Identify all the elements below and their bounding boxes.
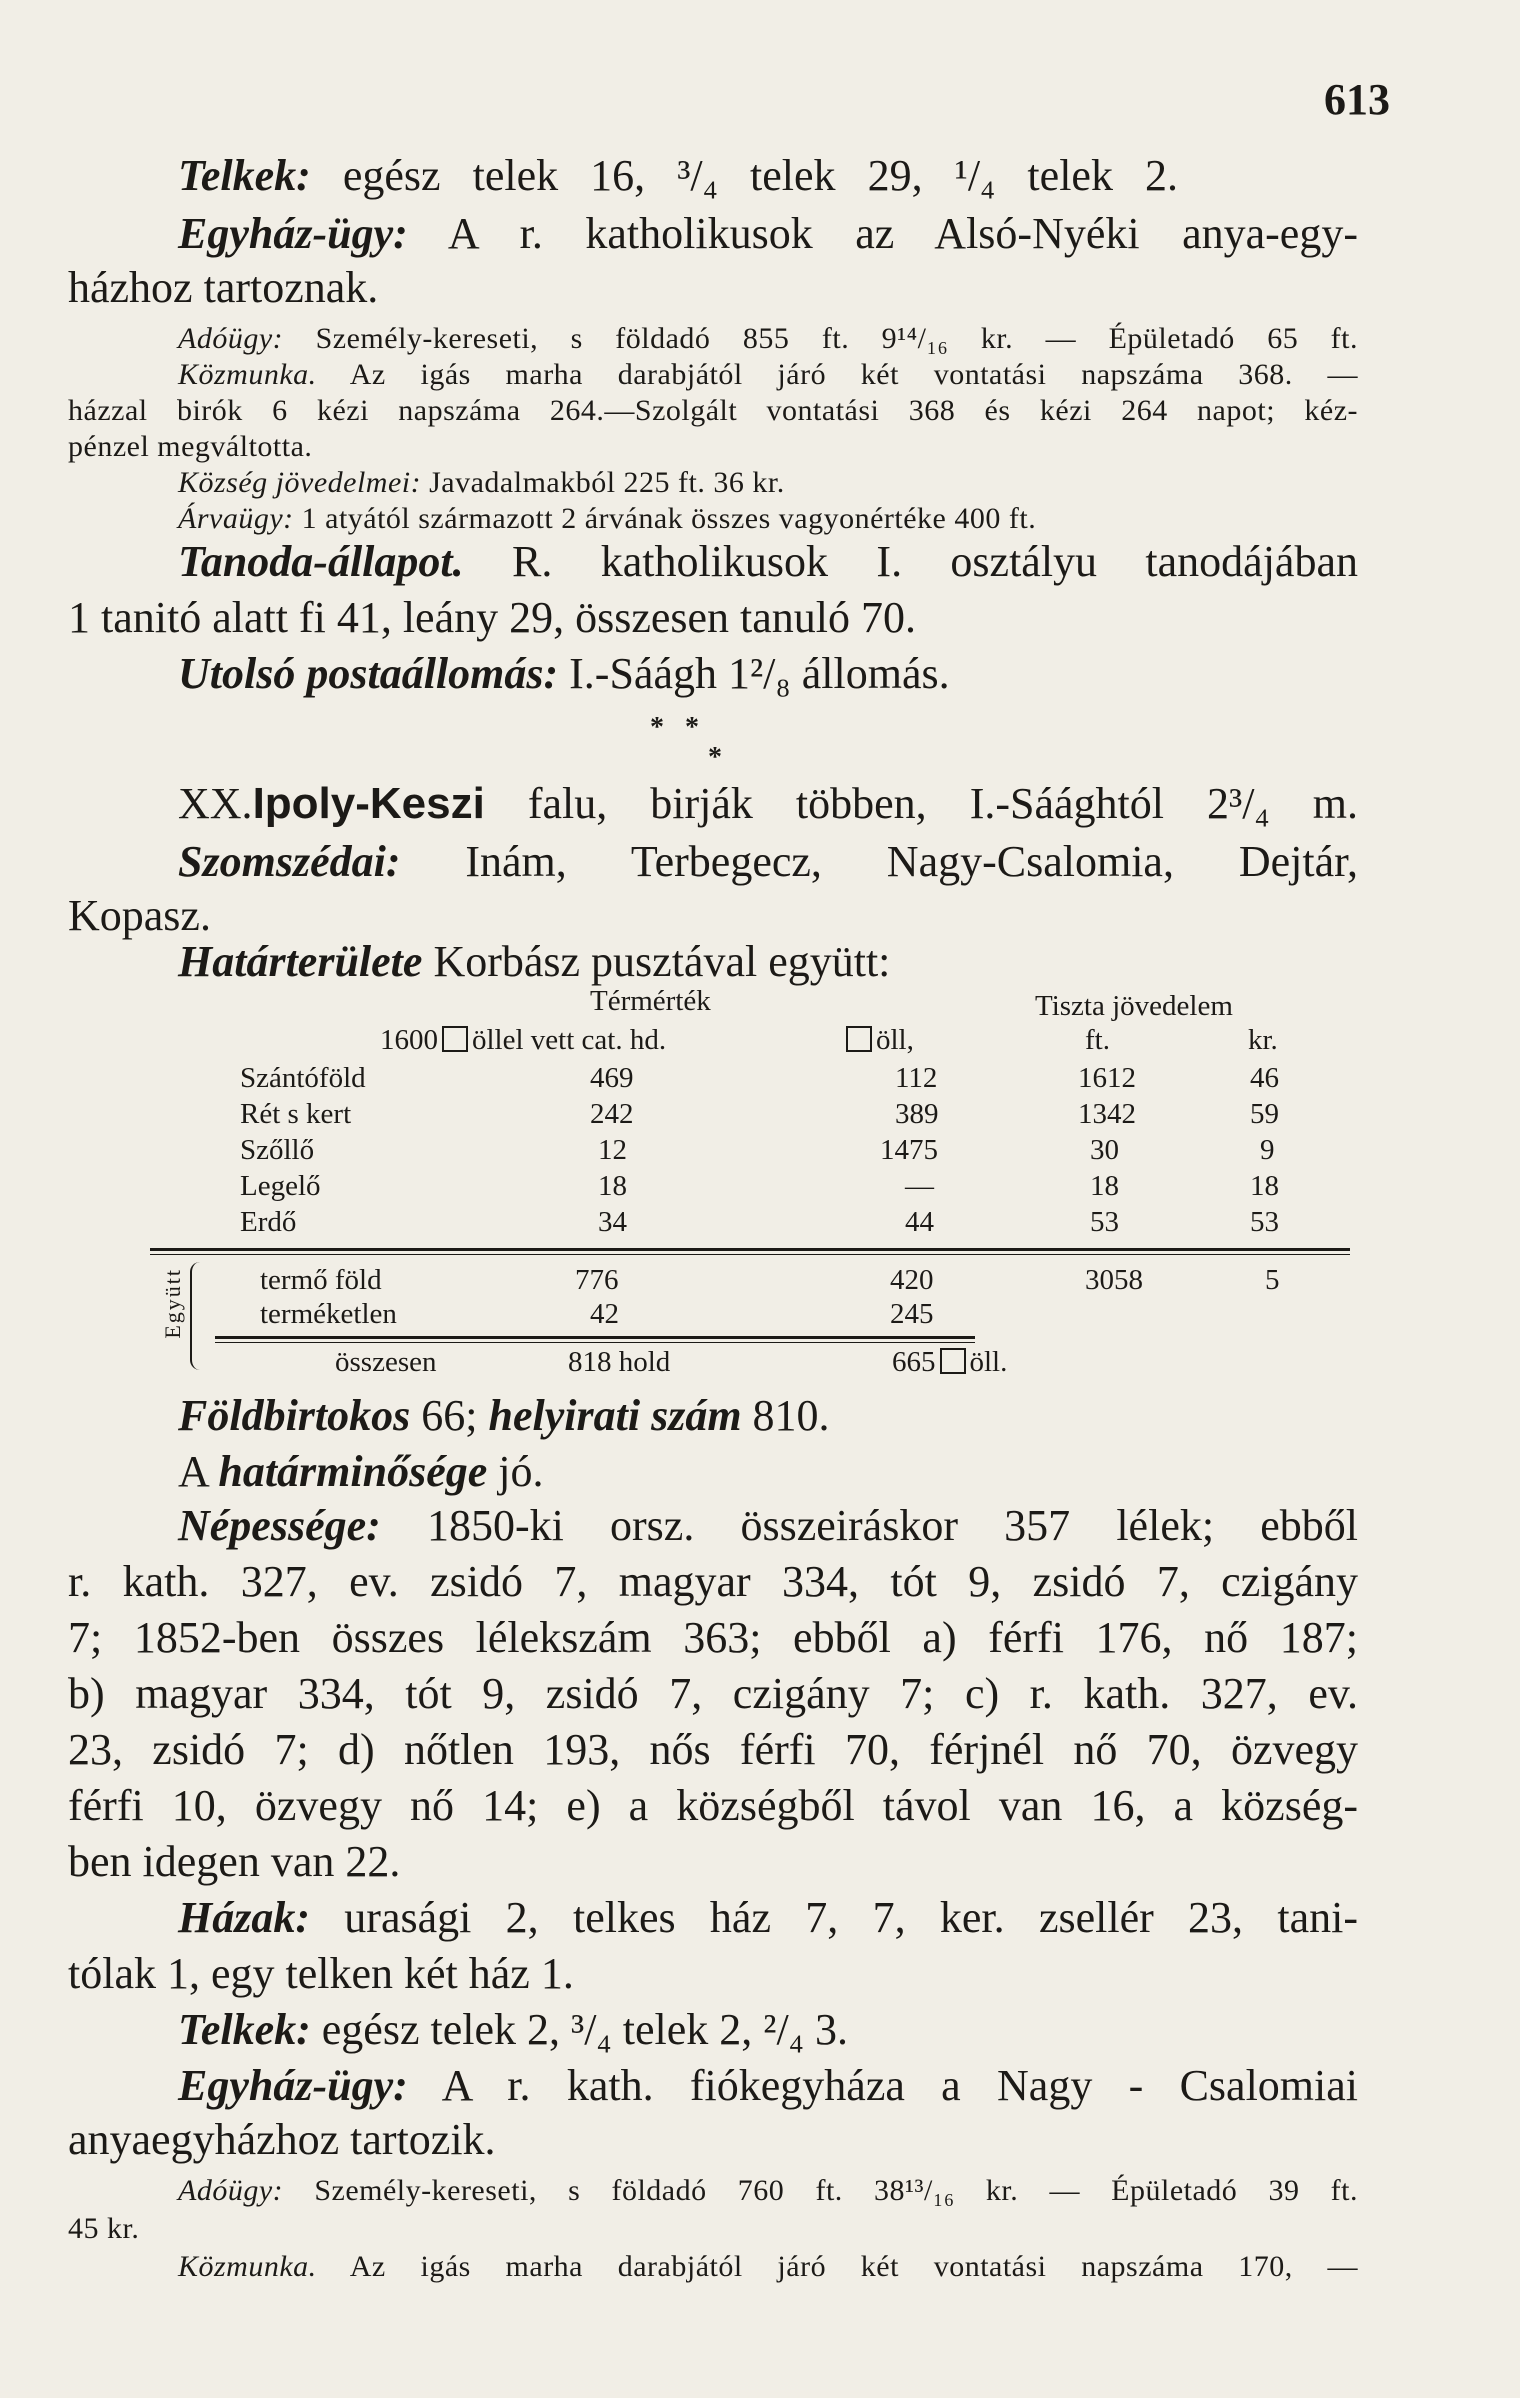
heading-telkek: Telkek: (178, 151, 311, 200)
heading-adougy2: Adóügy: (178, 2174, 284, 2207)
row-ft: 18 (1090, 1170, 1119, 1202)
heading-foldbirtokos: Földbirtokos (178, 1391, 411, 1440)
text-szomszedai: Inám, Terbegecz, Nagy-Csalomia, Dejtár, (400, 837, 1358, 886)
text-telkek: egész telek 16, ³/₄ telek 29, ¹/₄ telek 2. (310, 151, 1178, 200)
line-szomszedai (178, 836, 1358, 887)
side-label: Együtt (160, 1268, 185, 1339)
total-hd: 818 hold (568, 1346, 671, 1378)
sum-row-name: termő föld (260, 1264, 382, 1296)
table-rule-top-thin (150, 1254, 1350, 1255)
total-oll (892, 1346, 1007, 1379)
row-oll: 44 (905, 1206, 934, 1238)
sum-row-ft: 3058 (1085, 1264, 1143, 1296)
heading-telkek2: Telkek: (178, 2005, 311, 2054)
line-m8: férfi 10, özvegy nő 14; e) a községből távol van 16, a község- (68, 1781, 1358, 1830)
line-m14: anyaegyházhoz tartozik. (68, 2115, 496, 2164)
line-m9: ben idegen van 22. (68, 1837, 401, 1886)
heading-arvaugy: Árvaügy: (178, 502, 294, 535)
text-foldbirtokos: 66; (410, 1391, 489, 1440)
line-kozmunka (178, 358, 1358, 392)
heading-hazak: Házak: (178, 1893, 310, 1942)
row-oll: 112 (895, 1062, 938, 1094)
table-head-ft: ft. (1085, 1024, 1110, 1056)
row-kr: 18 (1250, 1170, 1279, 1202)
text-egyhaz2: A r. kath. fiókegyháza a Nagy - Csalomiai (407, 2061, 1358, 2110)
sum-row-oll: 420 (890, 1264, 934, 1296)
text-adougy2: Személy-kereseti, s földadó 760 ft. 38¹³/₁₆ kr. — Épületadó 39 ft. (283, 2174, 1358, 2207)
line-m6: b) magyar 334, tót 9, zsidó 7, czigány 7; c) r. kath. 327, ev. (68, 1669, 1358, 1718)
line-egyhaz2 (178, 2060, 1358, 2111)
total-oll-unit: öll. (969, 1346, 1008, 1378)
line-arvaugy (178, 502, 1478, 536)
text-arvaugy: 1 atyától származott 2 árvának összes vagyonértéke 400 ft. (293, 502, 1037, 535)
row-hd: 469 (590, 1062, 634, 1094)
text-hatarminoseg: jó. (487, 1447, 544, 1496)
line-jovedelem (178, 466, 1478, 500)
line-foldbirtokos (178, 1390, 1478, 1441)
text-kozmunka: Az igás marha darabjától járó két vontatási napszáma 368. — (316, 358, 1358, 391)
line-ipoly-keszi (178, 778, 1358, 829)
line-adougy2 (178, 2174, 1358, 2208)
line-hatarminoseg (178, 1446, 1478, 1497)
row-ft: 1612 (1078, 1062, 1136, 1094)
text-adougy: Személy-kereseti, s földadó 855 ft. 9¹⁴/₁₆ kr. — Épületadó 65 ft. (283, 322, 1358, 355)
heading-kozmunka: Közmunka. (178, 358, 317, 391)
table-rule-top (150, 1248, 1350, 1251)
heading-hatarterulet: Határterülete (178, 937, 423, 986)
line-m4: r. kath. 327, ev. zsidó 7, magyar 334, tót 9, zsidó 7, czigány (68, 1557, 1358, 1606)
table-head-unit-value: 1600 (380, 1024, 438, 1056)
row-name: Szőllő (240, 1134, 315, 1166)
text-hatarterulet: Korbász pusztával együtt: (422, 937, 891, 986)
row-oll: — (905, 1170, 934, 1202)
sum-row-hd: 776 (575, 1264, 619, 1296)
sum-row-hd: 42 (590, 1298, 619, 1330)
village-name: Ipoly-Keszi (252, 779, 485, 828)
table-head-ollel: öllel vett cat. hd. (472, 1024, 667, 1056)
text-jovedelem: Javadalmakból 225 ft. 36 kr. (421, 466, 785, 499)
heading-adougy: Adóügy: (178, 322, 284, 355)
section-stars-bottom: * (708, 742, 722, 773)
table-head-kr: kr. (1248, 1024, 1278, 1056)
row-ft: 1342 (1078, 1098, 1136, 1130)
heading-hatarminoseg: határminősége (218, 1447, 488, 1496)
text-egyhaz: A r. katholikusok az Alsó-Nyéki anya-egy- (407, 209, 1358, 258)
text-hazak: urasági 2, telkes ház 7, 7, ker. zsellér 23, tani- (310, 1893, 1358, 1942)
line-telkek2 (178, 2004, 1478, 2055)
line-m7: 23, zsidó 7; d) nőtlen 193, nős férfi 70, férjnél nő 70, özvegy (68, 1725, 1358, 1774)
row-hd: 242 (590, 1098, 634, 1130)
line-penzel: pénzel megváltotta. (68, 430, 313, 463)
row-hd: 18 (598, 1170, 627, 1202)
heading-nepesseg: Népessége: (178, 1501, 381, 1550)
table-head-termertek: Térmérték (590, 985, 711, 1017)
row-ft: 30 (1090, 1134, 1119, 1166)
row-oll: 389 (895, 1098, 939, 1130)
line-kozmunka2 (178, 2250, 1358, 2284)
section-stars-top: * * (650, 712, 699, 743)
table-head-oll-label: öll, (876, 1024, 914, 1056)
row-kr: 46 (1250, 1062, 1279, 1094)
row-kr: 59 (1250, 1098, 1279, 1130)
line-posta (178, 648, 1478, 699)
line-m16: 45 kr. (68, 2212, 140, 2245)
total-oll-value: 665 (892, 1346, 936, 1378)
heading-szomszedai: Szomszédai: (178, 837, 401, 886)
brace (190, 1262, 204, 1370)
table-head-oll (842, 1024, 914, 1057)
sum-row-kr: 5 (1265, 1264, 1280, 1296)
heading-helyirati: helyirati szám (488, 1391, 742, 1440)
row-hd: 12 (598, 1134, 627, 1166)
page-number: 613 (1324, 75, 1390, 124)
text-posta: I.-Sáágh 1²/₈ állomás. (558, 649, 950, 698)
square-symbol (442, 1026, 468, 1052)
sum-row-name: terméketlen (260, 1298, 397, 1330)
text-a: A (178, 1447, 219, 1496)
square-symbol (940, 1348, 966, 1374)
table-head-unit (380, 1024, 666, 1057)
line-haz: házhoz tartoznak. (68, 263, 379, 312)
line-m11: tólak 1, egy telken két ház 1. (68, 1949, 574, 1998)
heading-kozmunka2: Közmunka. (178, 2250, 317, 2283)
line-hatarterulet (178, 936, 1478, 987)
line-nepesseg (178, 1500, 1358, 1551)
village-desc: falu, birják többen, I.-Sáághtól 2³/₄ m. (484, 779, 1358, 828)
row-name: Szántóföld (240, 1062, 366, 1094)
row-kr: 53 (1250, 1206, 1279, 1238)
text-helyirati: 810. (741, 1391, 830, 1440)
text-tanoda: R. katholikusok I. osztályu tanodájában (463, 537, 1358, 586)
heading-posta: Utolsó postaállomás: (178, 649, 559, 698)
row-name: Erdő (240, 1206, 297, 1238)
square-symbol (846, 1026, 872, 1052)
text-telkek2: egész telek 2, ³/₄ telek 2, ²/₄ 3. (310, 2005, 849, 2054)
heading-jovedelem: Község jövedelmei: (178, 466, 422, 499)
line-hazak (178, 1892, 1358, 1943)
row-name: Rét s kert (240, 1098, 352, 1130)
line-napszam: házzal birók 6 kézi napszáma 264.—Szolgált vontatási 368 és kézi 264 napot; kéz- (68, 394, 1358, 427)
line-telkek (178, 150, 1178, 201)
sum-row-oll: 245 (890, 1298, 934, 1330)
row-kr: 9 (1260, 1134, 1275, 1166)
heading-egyhaz2: Egyház-ügy: (178, 2061, 408, 2110)
row-ft: 53 (1090, 1206, 1119, 1238)
line-adougy (178, 322, 1358, 356)
row-name: Legelő (240, 1170, 321, 1202)
table-head-tiszta: Tiszta jövedelem (1035, 990, 1233, 1022)
table-rule-mid (215, 1336, 975, 1339)
heading-egyhaz: Egyház-ügy: (178, 209, 408, 258)
text-nepesseg: 1850-ki orsz. összeiráskor 357 lélek; ebből (380, 1501, 1358, 1550)
text-kozmunka2: Az igás marha darabjától járó két vontatási napszáma 170, — (316, 2250, 1358, 2283)
line-kopasz: Kopasz. (68, 891, 211, 940)
line-tanoda (178, 536, 1358, 587)
line-tanito: 1 tanitó alatt fi 41, leány 29, összesen tanuló 70. (68, 593, 917, 642)
row-oll: 1475 (880, 1134, 938, 1166)
table-rule-mid-thin (215, 1342, 975, 1343)
total-name: összesen (335, 1346, 437, 1378)
line-m5: 7; 1852-ben összes lélekszám 363; ebből a) férfi 176, nő 187; (68, 1613, 1358, 1662)
heading-tanoda: Tanoda-állapot. (178, 537, 464, 586)
line-egyhaz (178, 208, 1358, 259)
row-hd: 34 (598, 1206, 627, 1238)
section-number: XX. (178, 779, 253, 828)
